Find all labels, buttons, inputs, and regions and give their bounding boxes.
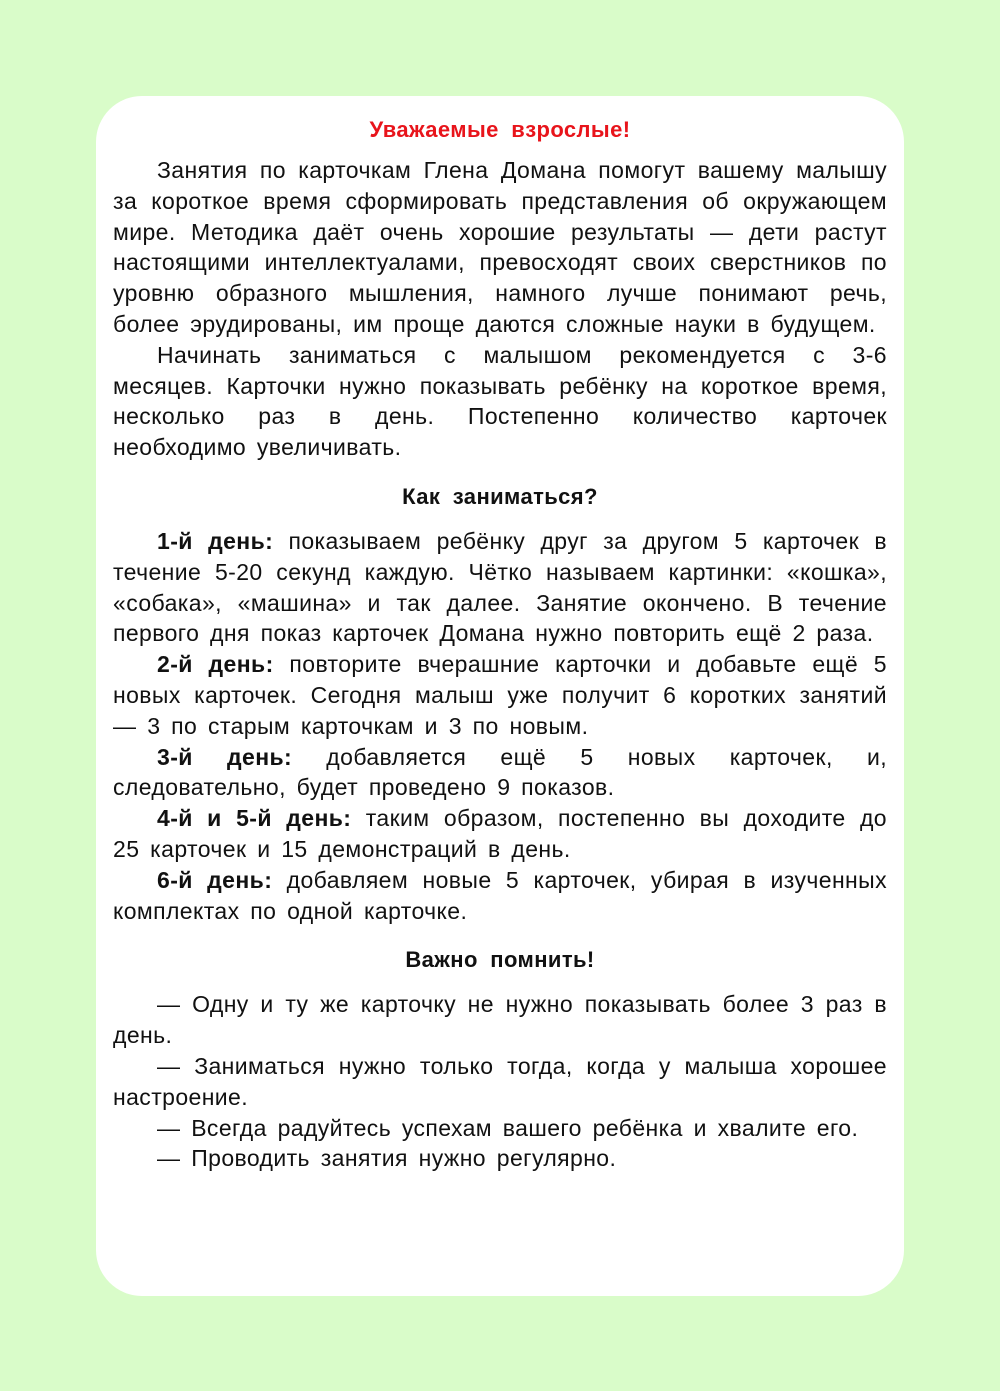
day-text: добавляем новые 5 карточек, убирая в изученных комплектах по одной карточке. (113, 866, 887, 924)
day-label: 6-й день: (157, 866, 273, 893)
remember-heading: Важно помнить! (405, 947, 595, 973)
how-to-heading: Как заниматься? (402, 483, 598, 509)
intro-paragraph: Начинать заниматься с малышом рекомендуется с 3-6 месяцев. Карточки нужно показывать ребёнку на короткое время, несколько раз в день. Постепенно количество карточек необходимо увеличивать. (113, 341, 887, 461)
day-label: 2-й день: (157, 651, 274, 678)
day-paragraph (113, 742, 887, 804)
day-label: 3-й день: (157, 743, 293, 770)
remember-item: — Заниматься нужно только тогда, когда у малыша хорошее настроение. (113, 1052, 887, 1110)
day-text: таким образом, постепенно вы доходите до 25 карточек и 15 демонстраций в день. (113, 805, 887, 862)
day-label: 1-й день: (157, 527, 274, 554)
intro-paragraph: Занятия по карточкам Глена Домана помогут вашему малышу за короткое время сформировать представления об окружающем мире. Методика даёт очень хорошие результаты — дети растут настоящими интеллектуалами, превосходят своих сверстников по уровню образного мышления, намного лучше понимают речь, более эрудированы, им проще даются сложные науки в будущем. (113, 157, 887, 337)
day-paragraph (113, 526, 887, 649)
day-text: повторите вчерашние карточки и добавьте ещё 5 новых карточек. Сегодня малыш уже получит 6 коротких занятий — 3 по старым карточкам и 3 по новым. (113, 651, 887, 739)
day-text: показываем ребёнку друг за другом 5 карточек в течение 5-20 секунд каждую. Чётко называем картинки: «кошка», «собака», «машина» и так далее. Занятие окончено. В течение первого дня показ карточек Домана нужно повторить ещё 2 раза. (113, 527, 887, 647)
page-content (113, 115, 887, 1174)
day-text: добавляется ещё 5 новых карточек, и, следовательно, будет проведено 9 показов. (113, 743, 887, 801)
day-paragraph (113, 865, 887, 927)
remember-item: — Проводить занятия нужно регулярно. (157, 1145, 617, 1172)
remember-item: — Всегда радуйтесь успехам вашего ребёнка и хвалите его. (157, 1114, 859, 1141)
remember-item: — Одну и ту же карточку не нужно показывать более 3 раз в день. (113, 991, 887, 1049)
day-label: 4-й и 5-й день: (157, 805, 352, 832)
page-title: Уважаемые взрослые! (369, 117, 631, 142)
day-paragraph (113, 803, 887, 865)
day-paragraph (113, 649, 887, 741)
